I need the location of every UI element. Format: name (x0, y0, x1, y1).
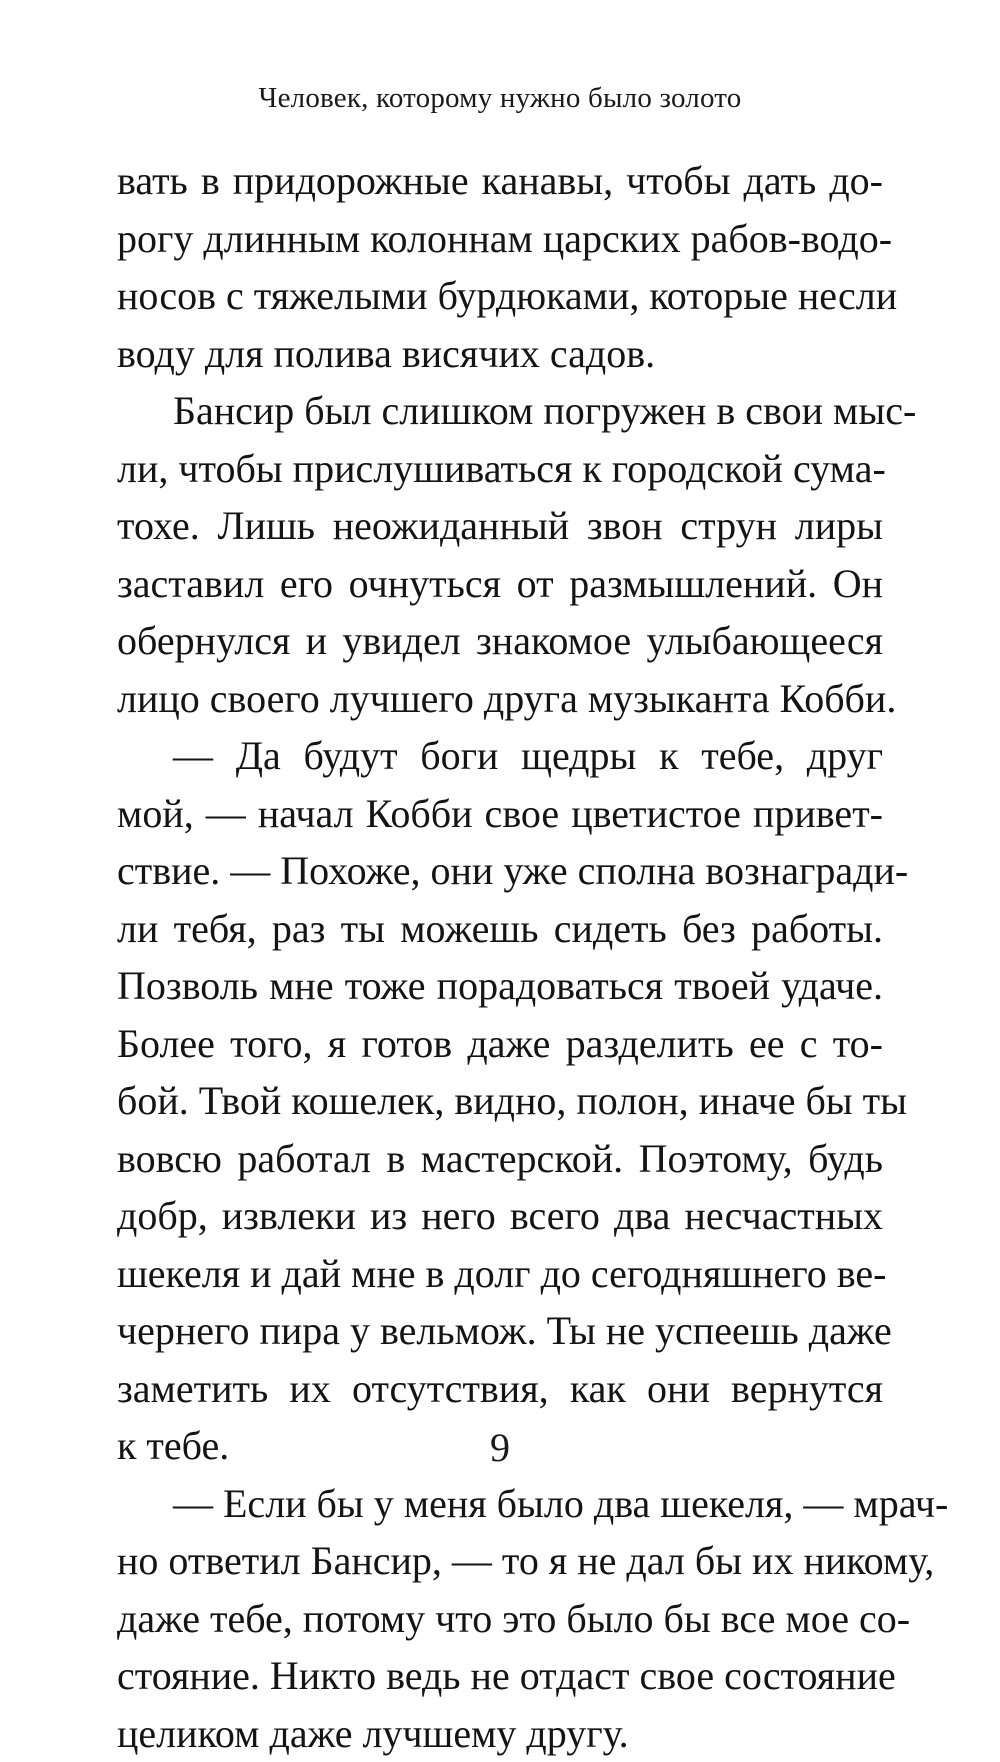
text-line: добр, извлеки из него всего два несчастных (117, 1187, 883, 1245)
text-line: но ответил Бансир, — то я не дал бы их никому, (117, 1532, 883, 1590)
text-line: ли тебя, раз ты можешь сидеть без работы. (117, 900, 883, 958)
text-line: Позволь мне тоже порадоваться твоей удаче. (117, 957, 883, 1015)
text-line: лицо своего лучшего друга музыканта Кобби. (117, 670, 883, 728)
text-line: к тебе. (117, 1417, 883, 1475)
text-line: заставил его очнуться от размышлений. Он (117, 555, 883, 613)
running-head: Человек, которому нужно было золото (0, 82, 1000, 115)
text-line: вать в придорожные канавы, чтобы дать до- (117, 152, 883, 210)
text-line: стояние. Никто ведь не отдаст свое состояние (117, 1647, 883, 1705)
text-line: тохе. Лишь неожиданный звон струн лиры (117, 497, 883, 555)
text-line: заметить их отсутствия, как они вернутся (117, 1360, 883, 1418)
text-line: обернулся и увидел знакомое улыбающееся (117, 612, 883, 670)
text-line: ли, чтобы прислушиваться к городской сума- (117, 440, 883, 498)
text-line: — Да будут боги щедры к тебе, друг (117, 727, 883, 785)
text-line: шекеля и дай мне в долг до сегодняшнего ве- (117, 1245, 883, 1303)
text-line: — Если бы у меня было два шекеля, — мрач- (117, 1475, 883, 1533)
text-line: даже тебе, потому что это было бы все мое со- (117, 1590, 883, 1648)
text-line: воду для полива висячих садов. (117, 325, 883, 383)
page-number: 9 (0, 1424, 1000, 1471)
text-line: Более того, я готов даже разделить ее с то- (117, 1015, 883, 1073)
text-line: мой, — начал Кобби свое цветистое привет- (117, 785, 883, 843)
text-line: бой. Твой кошелек, видно, полон, иначе бы ты (117, 1072, 883, 1130)
body-text (117, 152, 883, 1762)
text-line: рогу длинным колоннам царских рабов-водо- (117, 210, 883, 268)
text-line: целиком даже лучшему другу. (117, 1705, 883, 1762)
text-line: чернего пира у вельмож. Ты не успеешь даже (117, 1302, 883, 1360)
text-line: вовсю работал в мастерской. Поэтому, будь (117, 1130, 883, 1188)
text-line: носов с тяжелыми бурдюками, которые несли (117, 267, 883, 325)
text-line: Бансир был слишком погружен в свои мыс- (117, 382, 883, 440)
text-line: ствие. — Похоже, они уже сполна вознагради- (117, 842, 883, 900)
